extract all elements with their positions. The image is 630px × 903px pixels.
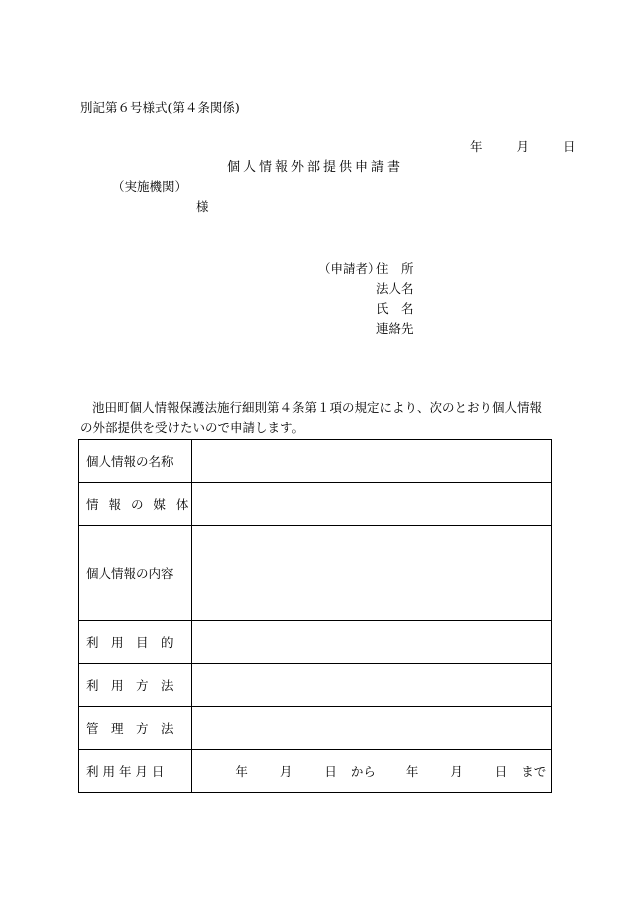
method-field[interactable] [192,664,552,707]
period-month-start: 月 [279,764,293,779]
document-title: 個人情報外部提供申請書 [226,160,403,175]
table-row [79,707,552,750]
date-day: 日 [562,139,576,154]
period-day-start: 日 [324,764,337,779]
row-label: 個人情報の名称 [79,440,192,483]
row-label: 利 用 年 月 日 [79,750,192,793]
purpose-field[interactable] [192,621,552,664]
row-label: 利 用 目 的 [79,621,192,664]
table-row [79,750,552,793]
info-name-field[interactable] [192,440,552,483]
table-row [79,664,552,707]
row-label: 利 用 方 法 [79,664,192,707]
period-month-end: 月 [450,764,463,779]
date-year: 年 [470,139,483,154]
applicant-name-label: 氏 名 [376,301,414,316]
honorific: 様 [196,199,209,214]
application-table [78,439,552,793]
management-field[interactable] [192,707,552,750]
applicant-contact-label: 連絡先 [376,321,414,336]
form-number: 別記第６号様式(第４条関係) [80,100,240,115]
period-year-end: 年 [405,764,419,779]
table-row [79,440,552,483]
applicant-address-label: 住 所 [376,261,414,276]
applicant-label: （申請者） [318,261,381,276]
table-row [79,526,552,621]
organization-label: （実施機関） [112,179,188,194]
period-until: まで [521,764,547,779]
period-year-start: 年 [235,764,248,779]
row-label: 管 理 方 法 [79,707,192,750]
application-statement: 池田町個人情報保護法施行細則第４条第１項の規定により、次のとおり個人情報の外部提供を受けたいので申請します。 [80,400,543,435]
content-field[interactable] [192,526,552,621]
period-day-end: 日 [494,764,508,779]
table-row [79,483,552,526]
period-from: から [350,764,376,779]
row-label: 個人情報の内容 [79,526,192,621]
row-label: 情 報 の 媒 体 [79,483,192,526]
media-field[interactable] [192,483,552,526]
usage-period-field[interactable] [192,750,552,793]
table-row [79,621,552,664]
date-line [470,137,575,155]
date-month: 月 [516,139,529,154]
applicant-corporate-name-label: 法人名 [376,281,414,296]
